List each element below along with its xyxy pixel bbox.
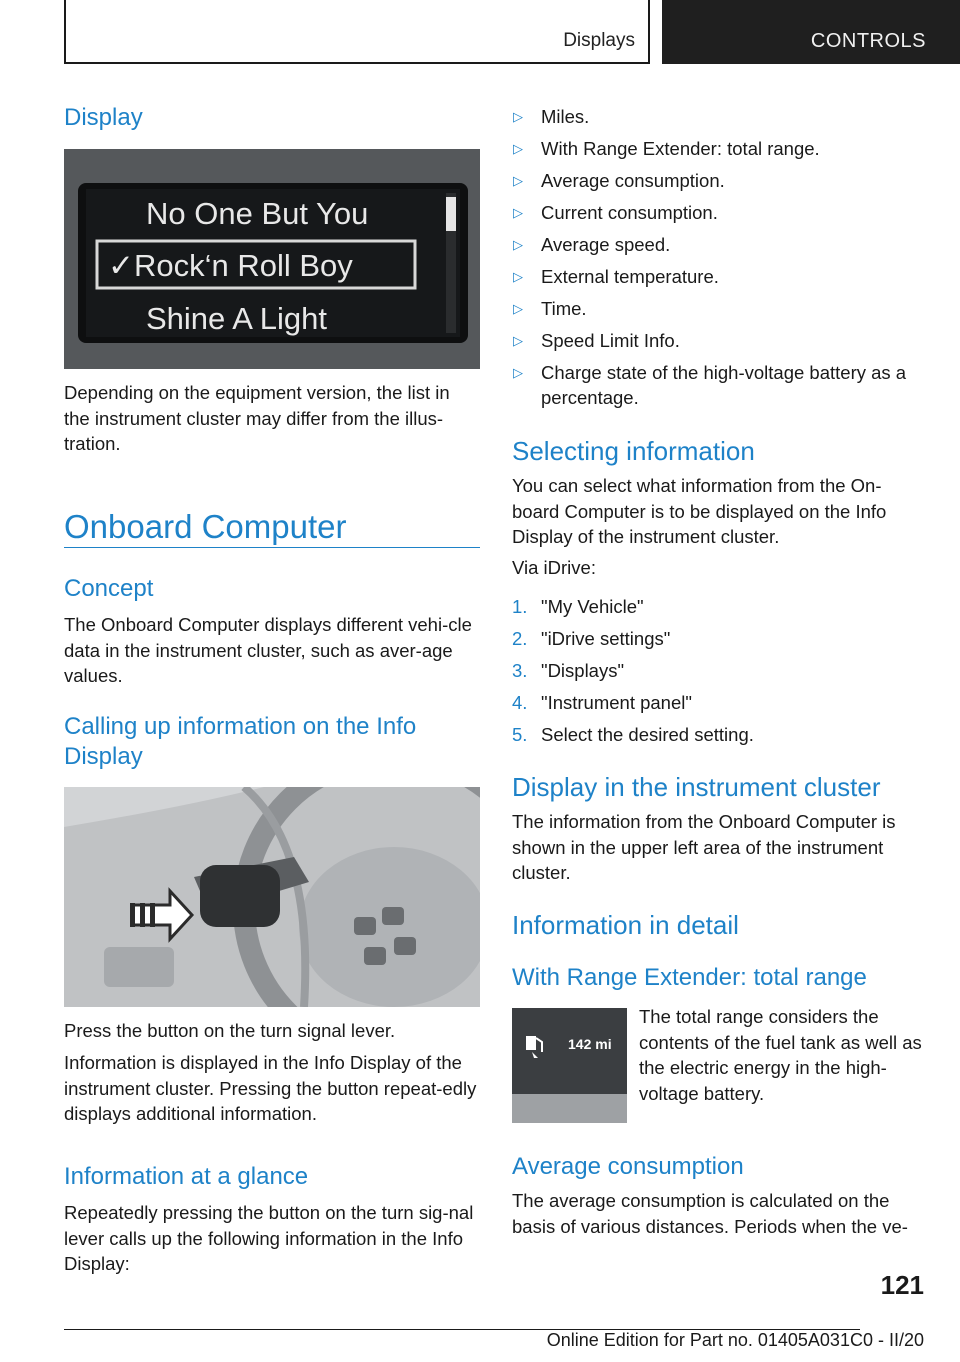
step-item: 1. "My Vehicle" <box>512 596 644 617</box>
heading-rule <box>64 547 480 548</box>
header-bottom-rule <box>64 62 650 64</box>
triangle-bullet-icon: ▷ <box>513 365 523 380</box>
fuel-pump-icon <box>526 1036 536 1050</box>
info-list <box>512 104 932 417</box>
triangle-bullet-icon: ▷ <box>513 237 523 252</box>
heading-selecting-information: Selecting information <box>512 436 755 466</box>
step-item: 5. Select the desired setting. <box>512 724 754 745</box>
header-divider <box>648 0 650 64</box>
list-item: ▷ Charge state of the high-voltage battery as a percentage. <box>513 362 907 408</box>
triangle-bullet-icon: ▷ <box>513 333 523 348</box>
list-item: ▷ External temperature. <box>513 266 719 287</box>
header-left-rule <box>64 0 66 64</box>
heading-instrument-cluster: Display in the instrument cluster <box>512 772 881 802</box>
display-line-2: ✓Rock‘n Roll Boy <box>108 248 353 283</box>
list-item: ▷ Miles. <box>513 106 590 127</box>
paragraph-press-button: Press the button on the turn signal lever. <box>64 1020 396 1041</box>
edition-note: Online Edition for Part no. 01405A031C0 - II/20 <box>546 1330 924 1350</box>
paragraph-info-display: Information is displayed in the Info Display of the instrument cluster. Pressing the button repeat-edly displays additional information. <box>64 1052 477 1124</box>
triangle-bullet-icon: ▷ <box>513 141 523 156</box>
display-line-3: Shine A Light <box>146 301 327 336</box>
page-number: 121 <box>880 1270 924 1300</box>
list-item: ▷ With Range Extender: total range. <box>513 138 820 159</box>
display-line-1: No One But You <box>146 196 369 231</box>
idrive-steps <box>512 594 932 754</box>
heading-calling-up: Calling up information on the Info Display <box>64 713 417 770</box>
paragraph-via-idrive: Via iDrive: <box>512 557 596 578</box>
paragraph-average-consumption: The average consumption is calculated on the basis of various distances. Periods when the ve- <box>512 1190 908 1237</box>
turn-signal-lever-illustration <box>64 787 480 1007</box>
step-item: 4. "Instrument panel" <box>512 692 692 713</box>
display-illustration <box>64 149 480 369</box>
paragraph-selecting: You can select what information from the On-board Computer is to be displayed on the Info Display of the instrument cluster. <box>512 475 887 547</box>
paragraph-display: Depending on the equipment version, the list in the instrument cluster may differ from the illus-tration. <box>64 382 450 454</box>
triangle-bullet-icon: ▷ <box>513 205 523 220</box>
triangle-bullet-icon: ▷ <box>513 109 523 124</box>
chapter-tab <box>662 0 960 64</box>
heading-at-a-glance: Information at a glance <box>64 1163 309 1190</box>
step-item: 2. "iDrive settings" <box>512 628 671 649</box>
triangle-bullet-icon: ▷ <box>513 301 523 316</box>
triangle-bullet-icon: ▷ <box>513 269 523 284</box>
heading-display: Display <box>64 104 143 131</box>
paragraph-at-a-glance: Repeatedly pressing the button on the turn sig-nal lever calls up the following information in the Info Display: <box>64 1202 474 1274</box>
section-title: Displays <box>563 30 635 51</box>
list-item: ▷ Current consumption. <box>513 202 718 223</box>
paragraph-concept: The Onboard Computer displays different vehi-cle data in the instrument cluster, such as aver-age values. <box>64 614 472 686</box>
range-display-illustration <box>512 1008 627 1123</box>
heading-range-extender: With Range Extender: total range <box>512 964 867 991</box>
heading-information-in-detail: Information in detail <box>512 910 739 940</box>
heading-average-consumption: Average consumption <box>512 1153 744 1180</box>
list-item: ▷ Speed Limit Info. <box>513 330 680 351</box>
paragraph-instrument-cluster: The information from the Onboard Computer is shown in the upper left area of the instrument cluster. <box>512 811 896 883</box>
step-item: 3. "Displays" <box>512 660 625 681</box>
list-item: ▷ Average consumption. <box>513 170 725 191</box>
heading-onboard-computer: Onboard Computer <box>64 508 347 545</box>
list-item: ▷ Average speed. <box>513 234 671 255</box>
chapter-title: CONTROLS <box>810 30 926 52</box>
heading-concept: Concept <box>64 575 154 602</box>
paragraph-total-range: The total range considers the contents of the fuel tank as well as the electric energy in the high-voltage battery. <box>639 1006 922 1104</box>
range-value: 142 mi <box>568 1036 612 1052</box>
triangle-bullet-icon: ▷ <box>513 173 523 188</box>
list-item: ▷ Time. <box>513 298 587 319</box>
